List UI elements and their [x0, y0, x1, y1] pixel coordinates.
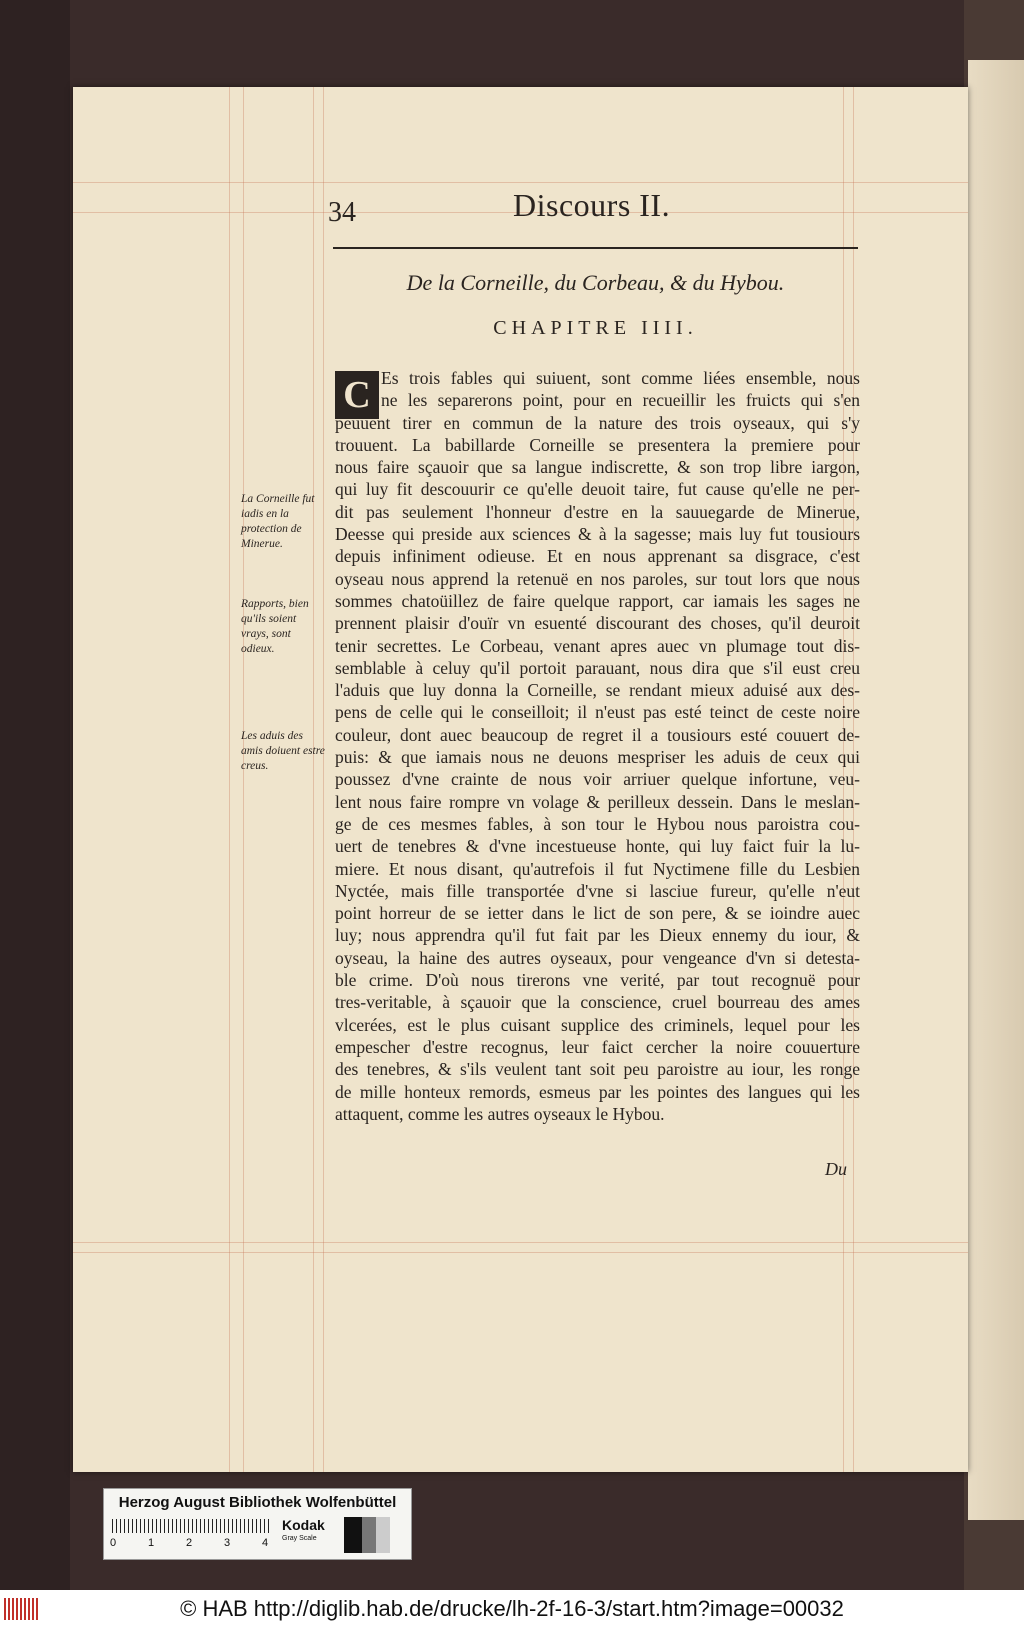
library-name: Herzog August Bibliothek Wolfenbüttel: [118, 1494, 397, 1511]
ruler-number: 1: [148, 1537, 155, 1549]
text-line: poussez d'vne crainte de nous voir arriuer quelque infortune, veu-: [335, 769, 860, 790]
text-line: miere. Et nous disant, qu'autrefois il fut Nyctimene fille du Lesbien: [335, 858, 860, 879]
footer-copyright: © HAB http://diglib.hab.de/drucke/lh-2f-16-3/start.htm?image=00032: [180, 1596, 844, 1621]
text-line: ge de ces mesmes fables, à son tour le Hybou nous paroistra cou-: [335, 813, 860, 834]
marginal-note: La Corneille fut iadis en la protection de Minerue.: [241, 493, 315, 550]
footer-bar: [0, 1590, 1024, 1630]
gray-patch: [362, 1517, 376, 1553]
running-head: Discours II.: [513, 187, 671, 223]
text-line: oyseau nous apprend la retenuë en nos paroles, sur tout lors que nous: [335, 568, 860, 589]
text-line: tres-veritable, à sçauoir que la conscience, cruel bourreau des ames: [335, 992, 860, 1013]
ruler-number: 3: [224, 1537, 231, 1549]
gray-patch: [344, 1517, 362, 1553]
text-line: peuuent tirer en commun de la nature des trois oyseaux, qui s'y: [335, 412, 860, 433]
text-line: empescher d'estre recognus, leur faict cercher la noire couuerture: [335, 1036, 860, 1057]
chapter-subtitle: De la Corneille, du Corbeau, & du Hybou.: [406, 270, 785, 295]
text-line: pens de celle qui le conseilloit; il n'eust pas esté teinct de ceste noire: [335, 702, 860, 723]
text-line: depuis infiniment odieuse. Et en nous apprenant sa disgrace, c'est: [335, 546, 860, 567]
ruler-number: 2: [186, 1537, 193, 1549]
text-line: Es trois fables qui suiuent, sont comme liées ensemble, nous: [381, 368, 860, 388]
text-line: trouuent. La babillarde Corneille se presentera la premiere pour: [335, 434, 860, 455]
scan-background-left: [0, 0, 70, 1590]
grid-line: [73, 182, 968, 183]
grid-line: [73, 1252, 968, 1253]
text-line: vlcerées, est le plus cuisant supplice des criminels, lequel pour les: [335, 1014, 860, 1035]
text-line: uert de tenebres & d'vne incestueuse honte, qui luy faict fuir la lu-: [335, 836, 860, 857]
text-line: ble crime. D'où nous tirerons vne verité, par tout recognuë pour: [335, 970, 860, 991]
text-line: point horreur de se ietter dans le lict de son pere, & se ioindre auec: [335, 903, 860, 924]
text-line: sommes chatoüillez de faire quelque rapport, car iamais les sages ne: [335, 590, 860, 611]
text-line: prennent plaisir d'ouïr vn esuenté discourant des choses, qu'il deuroit: [335, 613, 860, 634]
marginal-note: Les aduis des amis doiuent estre creus.: [241, 730, 325, 772]
text-line: luy; nous apprendra qu'il fut fait par les Dieux ennemy du iour, &: [335, 925, 860, 946]
text-line: attaquent, comme les autres oyseaux le Hybou.: [335, 1103, 665, 1124]
text-line: qui luy fit descouurir ce qu'elle deuoit taire, fut cause qu'elle ne per-: [335, 479, 860, 500]
text-line: couleur, dont auec beaucoup de regret il a tousiours esté couuert de-: [335, 724, 860, 745]
text-line: semblable à celuy qu'il portoit parauant, nous dira que s'il eust creu: [335, 657, 860, 678]
text-line: l'aduis que luy donna la Corneille, se rendant mieux aduisé aux des-: [335, 680, 860, 701]
text-line: oyseau, la haine des autres oyseaux, pour vengeance d'vn si detesta-: [335, 947, 860, 968]
chapter-title: CHAPITRE IIII.: [493, 317, 698, 339]
grid-line: [229, 87, 230, 1472]
page-number: 34: [328, 197, 356, 228]
header-rule: [333, 247, 858, 249]
grid-line: [73, 1242, 968, 1243]
text-line: Nyctée, mais fille transportée d'vne si lasciue fureur, qu'elle n'eut: [335, 880, 860, 901]
text-line: tenir secrettes. Le Corbeau, venant apres auec vn plumage tout dis-: [335, 635, 860, 656]
grid-line: [313, 87, 314, 1472]
marginal-note: Rapports, bien qu'ils soient vrays, sont odieux.: [241, 598, 309, 655]
catchword: Du: [825, 1159, 847, 1179]
text-line: puis: & que iamais nous ne deuons mespriser les aduis de ceux qui: [335, 747, 860, 768]
facing-page-edge: [968, 60, 1024, 1520]
book-page: [73, 87, 968, 1472]
grid-line: [243, 87, 244, 1472]
text-line: des tenebres, & s'ils veulent tant soit peu paroistre au iour, les ronge: [335, 1059, 860, 1080]
text-line: Deesse qui preside aux sciences & à la sagesse; mais luy fut tousiours: [335, 524, 860, 545]
gray-patch: [376, 1517, 390, 1553]
text-line: dit pas seulement l'honneur d'estre en la sauuegarde de Minerue,: [335, 501, 860, 522]
ruler: [112, 1519, 272, 1533]
text-line: de mille honteux remords, esmeus par les pointes des langues qui les: [335, 1081, 860, 1102]
gray-scale-label: Gray Scale: [282, 1535, 317, 1542]
color-scale-card: [103, 1488, 412, 1560]
kodak-logo: Kodak: [282, 1517, 325, 1533]
ruler-number: 4: [262, 1537, 269, 1549]
text-line: ne les separerons point, pour en recueillir les fruicts qui s'en: [381, 390, 860, 411]
text-line: nous faire sçauoir que sa langue indiscrette, & son trop libre iargon,: [335, 457, 860, 478]
body-text: [335, 367, 860, 1125]
ruler-number: 0: [110, 1537, 117, 1549]
text-line: lent nous faire rompre vn volage & perilleux dessein. Dans le meslan-: [335, 791, 860, 812]
drop-cap: C: [335, 371, 379, 419]
grid-line: [323, 87, 324, 1472]
